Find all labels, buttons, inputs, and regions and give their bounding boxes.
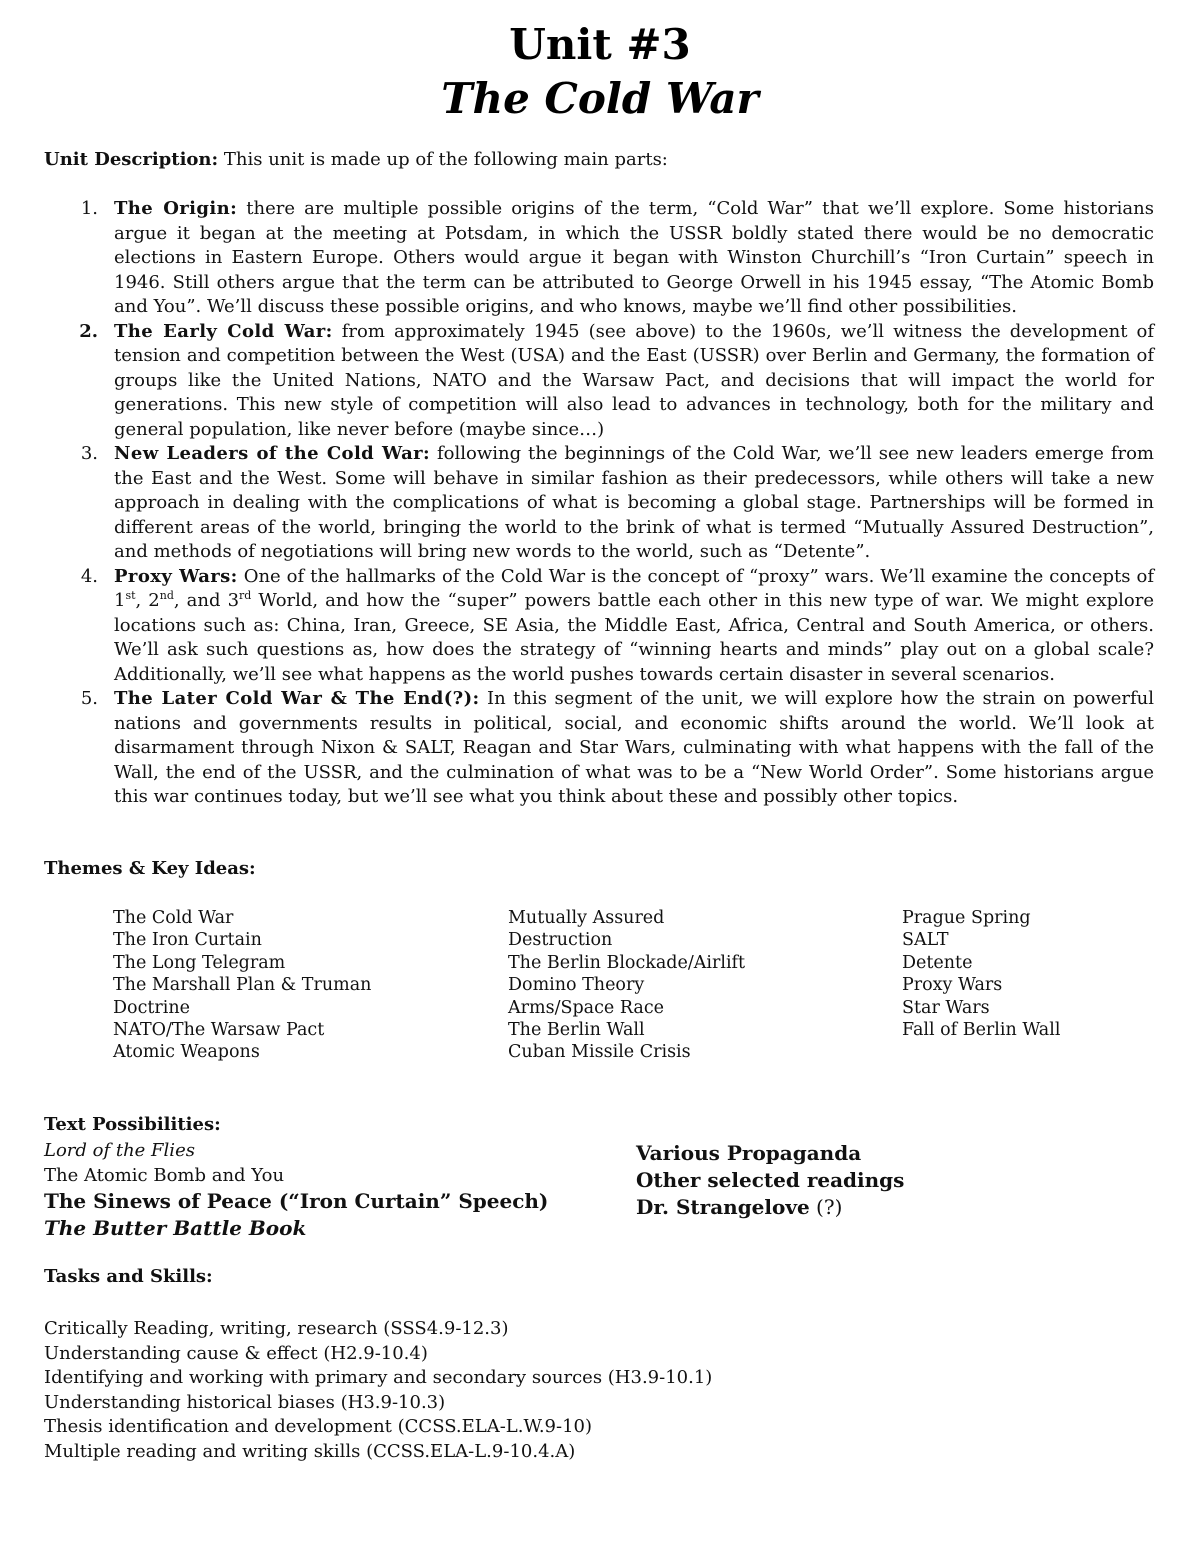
list-number: 3. — [80, 443, 98, 464]
unit-number-title: Unit #3 — [509, 20, 691, 69]
text-item-note: (?) — [809, 1195, 843, 1219]
list-number: 2. — [79, 320, 98, 342]
list-item — [72, 197, 1154, 320]
task-item: Multiple reading and writing skills (CCSS.ELA-L.9-10.4.A) — [44, 1440, 576, 1462]
part-text: , 2 — [135, 590, 160, 611]
theme-item: Arms/Space Race — [508, 997, 664, 1018]
part-text: from approximately 1945 (see above) to the 1960s, we’ll witness the development of tension and competition between the West (USA) and the East (USSR) over Berlin and Germany, the formation of groups like the United Nations, NATO and the Warsaw Pact, and decisions that will impact the world for generations. This new style of competition will also lead to advances in technology, both for the military and general population, like never before (maybe since…) — [114, 320, 1154, 440]
theme-item: The Long Telegram — [113, 952, 286, 973]
theme-item: Fall of Berlin Wall — [902, 1020, 1061, 1041]
tasks-heading: Tasks and Skills: — [44, 1266, 213, 1287]
part-text: One of the hallmarks of the Cold War is the concept of “proxy” wars. We’ll examine the concepts of 1 — [114, 565, 1154, 611]
superscript: rd — [239, 589, 252, 602]
part-text: World, and how the “super” powers battle each other in this new type of war. We might explore locations such as: China, Iran, Greece, SE Asia, the Middle East, Africa, Central and South America, or others. We’ll ask such questions as, how does the strategy of “winning hearts and minds” play out on a global scale? Additionally, we’ll see what happens as the world pushes towards certain disaster in several scenarios. — [114, 590, 1154, 685]
theme-item: Domino Theory — [508, 975, 645, 996]
text-item: The Atomic Bomb and You — [44, 1164, 285, 1186]
part-heading: New Leaders of the Cold War: — [114, 443, 431, 464]
theme-item: Mutually Assured — [508, 908, 665, 928]
theme-item: Prague Spring — [902, 908, 1031, 928]
superscript: st — [125, 589, 136, 602]
text-item — [636, 1194, 1176, 1221]
task-item: Identifying and working with primary and secondary sources (H3.9-10.1) — [44, 1367, 713, 1388]
theme-item: SALT — [902, 930, 949, 951]
theme-item: The Cold War — [113, 908, 234, 928]
text-item-title: Dr. Strangelove — [636, 1195, 810, 1219]
themes-heading: Themes & Key Ideas: — [44, 858, 256, 879]
superscript: nd — [159, 589, 174, 602]
text-item: Other selected readings — [636, 1168, 905, 1192]
text-list-left — [44, 1139, 604, 1242]
part-text: there are multiple possible origins of the term, “Cold War” that we’ll explore. Some historians argue it began at the meeting at Potsdam, in which the USSR boldly stated there would be no democratic elections in Eastern Europe. Others would argue it began with Winston Churchill’s “Iron Curtain” speech in 1946. Still others argue that the term can be attributed to George Orwell in his 1945 essay, “The Atomic Bomb and You”. We’ll discuss these possible origins, and who knows, maybe we’ll find other possibilities. — [114, 198, 1154, 317]
list-item — [72, 320, 1154, 443]
unit-parts-list — [72, 197, 1154, 810]
task-item: Understanding historical biases (H3.9-10.3) — [44, 1391, 446, 1413]
task-item: Thesis identification and development (CCSS.ELA-L.W.9-10) — [44, 1416, 593, 1437]
theme-item: The Marshall Plan & Truman — [113, 975, 372, 996]
text-possibilities-heading: Text Possibilities: — [44, 1114, 221, 1135]
part-heading: The Early Cold War: — [114, 320, 333, 342]
part-text: In this segment of the unit, we will explore how the strain on powerful nations and governments results in political, social, and economic shifts around the world. We’ll look at disarmament through Nixon & SALT, Reagan and Star Wars, culminating with what happens with the fall of the Wall, the end of the USSR, and the culmination of what was to be a “New World Order”. Some historians argue this war continues today, but we’ll see what you think about these and possibly other topics. — [114, 688, 1155, 807]
unit-description-label: Unit Description: — [44, 149, 219, 170]
part-heading: The Later Cold War & The End(?): — [114, 688, 480, 709]
theme-item: Detente — [902, 952, 973, 973]
text-item: The Sinews of Peace (“Iron Curtain” Speech) — [44, 1189, 549, 1213]
theme-item: Doctrine — [113, 997, 190, 1018]
themes-column-1 — [113, 907, 493, 1064]
list-number: 1. — [80, 198, 98, 219]
list-item — [72, 565, 1154, 688]
task-item: Understanding cause & effect (H2.9-10.4) — [44, 1342, 428, 1364]
part-text: , and 3 — [173, 590, 240, 611]
part-heading: Proxy Wars: — [114, 565, 238, 587]
themes-column-2 — [508, 907, 888, 1064]
part-heading: The Origin: — [114, 198, 238, 219]
unit-name-title: The Cold War — [441, 74, 759, 123]
theme-item: The Berlin Blockade/Airlift — [508, 952, 746, 973]
list-item — [72, 687, 1154, 810]
text-list-right — [636, 1140, 1176, 1221]
theme-item: Cuban Missile Crisis — [508, 1042, 691, 1063]
theme-item: Star Wars — [902, 997, 990, 1018]
theme-item: Proxy Wars — [902, 975, 1003, 996]
theme-item: NATO/The Warsaw Pact — [113, 1020, 325, 1041]
themes-column-3 — [902, 907, 1182, 1041]
part-text: following the beginnings of the Cold War, we’ll see new leaders emerge from the East and the West. Some will behave in similar fashion as their predecessors, while others will take a new approach in dealing with the complications of what is becoming a global stage. Partnerships will be formed in different areas of the world, bringing the world to the brink of what is termed “Mutually Assured Destruction”, and methods of negotiations will bring new words to the world, such as “Detente”. — [114, 443, 1154, 562]
unit-description-text: This unit is made up of the following main parts: — [218, 149, 668, 170]
theme-item: Atomic Weapons — [113, 1042, 260, 1063]
list-number: 5. — [80, 688, 98, 709]
text-item: The Butter Battle Book — [44, 1216, 307, 1240]
theme-item: The Iron Curtain — [113, 930, 262, 951]
list-number: 4. — [80, 565, 98, 587]
theme-item: The Berlin Wall — [508, 1020, 645, 1041]
list-item — [72, 442, 1154, 565]
text-item: Lord of the Flies — [44, 1140, 195, 1161]
unit-description — [44, 148, 1154, 173]
theme-item: Destruction — [508, 930, 613, 951]
task-item: Critically Reading, writing, research (SSS4.9-12.3) — [44, 1318, 509, 1339]
text-item: Various Propaganda — [636, 1141, 862, 1165]
tasks-list — [44, 1317, 1144, 1464]
